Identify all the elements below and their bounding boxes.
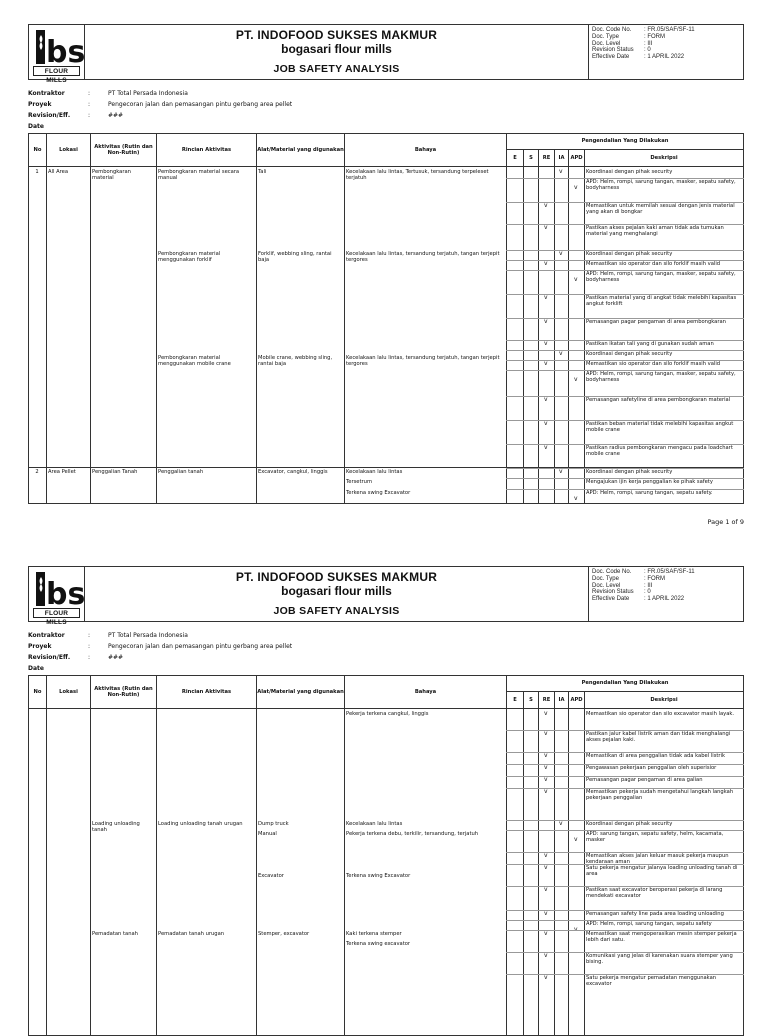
control-rule <box>506 820 744 821</box>
cell-bahaya: Kecelakaan lalu lintas, tersandung terjatuh, tangan terjepit tergores <box>346 355 500 368</box>
check-mark-re: v <box>544 952 548 959</box>
meta-label: Revision/Eff. Date <box>28 112 71 130</box>
column-header-s: S <box>523 691 539 709</box>
bs-logo-icon <box>35 571 86 612</box>
control-description: Satu pekerja mengatur jalanya loading unloading tanah di area <box>586 865 738 878</box>
column-header-e: E <box>506 691 524 709</box>
control-rule <box>506 350 744 351</box>
column-header-deskripsi: Deskripsi <box>584 691 744 709</box>
control-rule <box>506 764 744 765</box>
bs-logo-icon <box>35 29 86 70</box>
column-rule <box>568 709 569 1035</box>
document-header <box>28 566 744 626</box>
control-rule <box>506 788 744 789</box>
control-description: Komunikasi yang jelas di karenakan suara stemper yang bising. <box>586 953 733 966</box>
company-block <box>85 25 589 79</box>
meta-colon: : <box>88 632 91 639</box>
column-rule <box>90 167 91 503</box>
doc-info-value: : FR.05/SAF/SF-11 <box>644 27 695 33</box>
column-rule <box>156 167 157 503</box>
project-meta <box>28 630 292 674</box>
control-description: Pastikan radius pembongkaran mengacu pada loadchart mobile crane <box>586 445 733 458</box>
meta-value: PT Total Persada Indonesia <box>108 90 188 97</box>
control-description: APD: sarung tangan, sepatu safety, helm, kacamata, masker <box>586 831 724 844</box>
doc-info-label: Doc. Type <box>592 575 619 582</box>
control-rule <box>506 444 744 445</box>
check-mark-re: v <box>544 710 548 717</box>
column-header-rincian: Rincian Aktivitas <box>156 675 257 709</box>
check-mark-re: v <box>544 420 548 427</box>
doc-info-value: : 1 APRIL 2022 <box>644 596 685 603</box>
check-mark-re: v <box>544 294 548 301</box>
control-description: Memastikan sio operator dan silo forklif masih valid <box>586 261 721 267</box>
column-rule <box>344 709 345 1035</box>
control-description: Pastikan ikatan tali yang di gunakan sudah aman <box>586 341 714 347</box>
doc-info-label: Revision Status <box>592 47 634 54</box>
cell-bahaya: Terkena swing Excavator <box>346 873 411 879</box>
column-rule <box>554 709 555 1035</box>
cell-rincian: Pembongkaran material menggunakan mobile crane <box>158 355 231 368</box>
control-rule <box>506 776 744 777</box>
control-rule <box>506 930 744 931</box>
column-rule <box>506 167 507 503</box>
control-rule <box>506 260 744 261</box>
document-header <box>28 24 744 84</box>
doc-info-label: Doc. Type <box>592 33 619 40</box>
column-rule <box>28 709 29 1035</box>
control-description: Pemasangan pagar pengaman di area pembongkaran <box>586 319 726 325</box>
check-mark-re: v <box>544 852 548 859</box>
cell-lokasi: Area Pellet <box>48 469 76 475</box>
column-header-re: RE <box>538 691 555 709</box>
cell-bahaya: Terkena swing Excavator <box>346 490 411 496</box>
meta-colon: : <box>88 643 91 650</box>
doc-info-value: : FORM <box>644 33 665 40</box>
doc-info-label: Doc. Level <box>592 40 621 47</box>
document-title: JOB SAFETY ANALYSIS <box>273 605 400 617</box>
column-rule <box>523 167 524 503</box>
doc-info-value: : 1 APRIL 2022 <box>644 54 685 61</box>
check-mark-re: v <box>544 730 548 737</box>
meta-label: Kontraktor <box>28 632 65 639</box>
check-mark-re: v <box>544 444 548 451</box>
column-rule <box>523 709 524 1035</box>
control-description: Pastikan material yang di angkat tidak melebihi kapasitas angkut forklift <box>586 295 737 308</box>
cell-alat: Excavator, cangkul, linggis <box>258 469 328 475</box>
meta-value: ### <box>108 112 124 119</box>
control-rule <box>506 864 744 865</box>
control-description: Memastikan saat mengoperasikan mesin stemper pekerja lebih dari satu. <box>586 931 737 944</box>
control-description: Koordinasi dengan pihak security <box>586 821 673 827</box>
cell-alat: Manual <box>258 831 277 837</box>
check-mark-re: v <box>544 886 548 893</box>
control-rule <box>506 370 744 371</box>
control-description: APD: Helm, rompi, sarung tangan, masker, sepatu safety, bodyharness <box>586 271 736 284</box>
control-description: APD: Helm, rompi, sarung tangan, sepatu safety <box>586 921 712 927</box>
column-header-pengendalian: Pengendalian Yang Dilakukan <box>506 675 744 692</box>
control-description: Koordinasi dengan pihak security <box>586 251 673 257</box>
check-mark-re: v <box>544 930 548 937</box>
meta-colon: : <box>88 112 91 119</box>
check-mark-ia: v <box>559 250 563 257</box>
meta-colon: : <box>88 654 91 661</box>
column-header-rincian: Rincian Aktivitas <box>156 133 257 167</box>
control-rule <box>506 730 744 731</box>
control-description: Koordinasi dengan pihak security <box>586 469 673 475</box>
column-rule <box>46 167 47 503</box>
meta-label: Revision/Eff. Date <box>28 654 71 672</box>
check-mark-apd: v <box>574 926 578 933</box>
check-mark-re: v <box>544 910 548 917</box>
control-rule <box>506 974 744 975</box>
cell-no: 1 <box>35 169 39 175</box>
doc-info-label: Revision Status <box>592 589 634 596</box>
mill-name: bogasari flour mills <box>281 42 392 56</box>
doc-info-value: : III <box>644 582 653 589</box>
column-rule <box>256 167 257 503</box>
control-rule <box>506 752 744 753</box>
check-mark-re: v <box>544 764 548 771</box>
check-mark-apd: v <box>574 836 578 843</box>
cell-bahaya: Kaki terkena stemper <box>346 931 402 937</box>
control-rule <box>506 886 744 887</box>
doc-info-value: : FORM <box>644 575 665 582</box>
cell-bahaya: Kecelakaan lalu lintas <box>346 821 403 827</box>
control-rule <box>506 270 744 271</box>
column-header-ia: IA <box>554 149 569 167</box>
check-mark-re: v <box>544 360 548 367</box>
svg-text:bs: bs <box>46 577 86 612</box>
column-rule <box>743 709 744 1035</box>
column-header-pengendalian: Pengendalian Yang Dilakukan <box>506 133 744 150</box>
doc-info <box>592 569 742 603</box>
jsa-table <box>28 675 744 1035</box>
meta-colon: : <box>88 101 91 108</box>
column-header-lokasi: Lokasi <box>46 133 91 167</box>
cell-aktivitas: Pembongkaran material <box>92 169 131 182</box>
logo-caption: FLOUR MILLS <box>33 66 80 76</box>
column-header-apd: APD <box>568 149 585 167</box>
control-rule <box>506 202 744 203</box>
control-description: APD: Helm, rompi, sarung tangan, sepatu safety. <box>586 490 713 496</box>
control-description: APD: Helm, rompi, sarung tangan, masker, sepatu safety, bodyharness <box>586 371 736 384</box>
cell-alat: Tali <box>258 169 267 175</box>
control-description: Pemasangan safety line pada area loading unloading <box>586 911 724 917</box>
company-block <box>85 567 589 621</box>
column-header-no: No <box>28 675 47 709</box>
control-rule <box>506 920 744 921</box>
check-mark-apd: v <box>574 276 578 283</box>
doc-info-value: : III <box>644 40 653 47</box>
control-description: Mengajukan ijin kerja penggalian ke pihak safety <box>586 479 713 485</box>
check-mark-re: v <box>544 224 548 231</box>
control-description: Pastikan akses pejalan kaki aman tidak ada tumukan material yang menghalangi <box>586 225 724 238</box>
document-page-2 <box>0 564 768 1024</box>
control-description: Pemasangan pagar pengaman di area galian <box>586 777 703 783</box>
control-rule <box>506 420 744 421</box>
column-header-ia: IA <box>554 691 569 709</box>
control-rule <box>506 340 744 341</box>
meta-label: Kontraktor <box>28 90 65 97</box>
column-rule <box>344 167 345 503</box>
column-rule <box>568 167 569 503</box>
check-mark-apd: v <box>574 495 578 502</box>
control-description: Koordinasi dengan pihak security <box>586 169 673 175</box>
column-rule <box>538 167 539 503</box>
meta-label: Proyek <box>28 101 52 108</box>
check-mark-re: v <box>544 260 548 267</box>
control-rule <box>506 294 744 295</box>
check-mark-re: v <box>544 974 548 981</box>
column-header-re: RE <box>538 149 555 167</box>
control-description: Pastikan jalur kabel listrik aman dan tidak menghalangi akses pejalan kaki. <box>586 731 731 744</box>
column-rule <box>584 167 585 503</box>
doc-info-value: : 0 <box>644 47 651 54</box>
cell-rincian: Pemadatan tanah urugan <box>158 931 225 937</box>
control-description: Memastikan di area penggalian tidak ada kabel listrik <box>586 753 726 759</box>
control-rule <box>506 478 744 479</box>
meta-value: PT Total Persada Indonesia <box>108 632 188 639</box>
cell-aktivitas: Loading unloading tanah <box>92 821 140 834</box>
doc-info-label: Doc. Code No. <box>592 27 632 33</box>
column-header-e: E <box>506 149 524 167</box>
check-mark-re: v <box>544 752 548 759</box>
check-mark-ia: v <box>559 820 563 827</box>
control-description: Pastikan saat excavator beroperasi pekerja di larang mendekati excavator <box>586 887 723 900</box>
cell-bahaya: Kecelakaan lalu lintas <box>346 469 403 475</box>
check-mark-re: v <box>544 318 548 325</box>
column-rule <box>256 709 257 1035</box>
document-title: JOB SAFETY ANALYSIS <box>273 63 400 75</box>
meta-colon: : <box>88 90 91 97</box>
control-description: Satu pekerja mengatur pemadatan menggunakan excavator <box>586 975 717 988</box>
check-mark-apd: v <box>574 376 578 383</box>
column-rule <box>90 709 91 1035</box>
project-meta <box>28 88 292 132</box>
control-rule <box>506 952 744 953</box>
cell-aktivitas: Pemadatan tanah <box>92 931 138 937</box>
control-description: Memastikan akses jalan keluar masuk pekerja maupun kendaraan aman <box>586 853 729 866</box>
column-rule <box>743 167 744 503</box>
column-header-alat: Alat/Material yang digunakan <box>256 675 345 709</box>
doc-info-value: : FR.05/SAF/SF-11 <box>644 569 695 575</box>
cell-no: 2 <box>35 469 39 475</box>
column-header-lokasi: Lokasi <box>46 675 91 709</box>
doc-info-value: : 0 <box>644 589 651 596</box>
column-header-s: S <box>523 149 539 167</box>
doc-info <box>592 27 742 61</box>
cell-rincian: Pembongkaran material secara manual <box>158 169 240 182</box>
column-header-bahaya: Bahaya <box>344 675 507 709</box>
table-border-bottom <box>28 503 744 504</box>
cell-bahaya: Terkena swing excavator <box>346 941 411 947</box>
column-header-no: No <box>28 133 47 167</box>
cell-alat: Forklif, webbing sling, rantai baja <box>258 251 332 264</box>
column-rule <box>28 167 29 503</box>
control-description: Pemasangan safetyline di area pembongkaran material <box>586 397 731 403</box>
column-header-bahaya: Bahaya <box>344 133 507 167</box>
company-name: PT. INDOFOOD SUKSES MAKMUR <box>235 28 438 42</box>
doc-info-label: Doc. Level <box>592 582 621 589</box>
control-rule <box>506 489 744 490</box>
column-rule <box>538 709 539 1035</box>
check-mark-re: v <box>544 788 548 795</box>
control-description: APD: Helm, rompi, sarung tangan, masker, sepatu safety, bodyharness <box>586 179 736 192</box>
column-rule <box>554 167 555 503</box>
meta-label: Proyek <box>28 643 52 650</box>
column-header-aktivitas: Aktivitas (Rutin dan Non-Rutin) <box>90 675 157 709</box>
control-rule <box>506 910 744 911</box>
cell-bahaya: Pekerja terkena debu, terkilir, tersandung, terjatuh <box>346 831 479 837</box>
control-description: Memastikan sio operator dan silo excavator masih layak. <box>586 711 735 717</box>
doc-info-label: Effective Date <box>592 596 630 603</box>
meta-value: ### <box>108 654 124 661</box>
row-rule <box>28 467 744 468</box>
column-rule <box>46 709 47 1035</box>
column-rule <box>584 709 585 1035</box>
control-description: Pengawasan pekerjaan penggalian oleh superisior <box>586 765 717 771</box>
column-header-apd: APD <box>568 691 585 709</box>
cell-rincian: Pembongkaran material menggunakan forklif <box>158 251 221 264</box>
doc-info-label: Effective Date <box>592 54 630 61</box>
meta-value: Pengecoran jalan dan pemasangan pintu gerbang area pellet <box>108 643 293 650</box>
control-rule <box>506 396 744 397</box>
control-rule <box>506 830 744 831</box>
bogasari-logo <box>29 567 86 626</box>
control-description: Memastikan sio operator dan silo forklif masih valid <box>586 361 721 367</box>
cell-bahaya: Pekerja terkena cangkul, linggis <box>346 711 429 717</box>
page-number: Page 1 of 9 <box>707 518 744 526</box>
cell-rincian: Loading unloading tanah urugan <box>158 821 243 827</box>
cell-rincian: Penggalian tanah <box>158 469 204 475</box>
company-name: PT. INDOFOOD SUKSES MAKMUR <box>235 570 438 584</box>
check-mark-re: v <box>544 340 548 347</box>
control-rule <box>506 360 744 361</box>
column-rule <box>506 709 507 1035</box>
control-rule <box>506 852 744 853</box>
control-description: Memastikan untuk memilah sesuai dengan jenis material yang akan di bongkar <box>586 203 735 216</box>
mill-name: bogasari flour mills <box>281 584 392 598</box>
check-mark-ia: v <box>559 350 563 357</box>
cell-aktivitas: Penggalian Tanah <box>92 469 138 475</box>
cell-alat: Dump truck <box>258 821 289 827</box>
meta-value: Pengecoran jalan dan pemasangan pintu gerbang area pellet <box>108 101 293 108</box>
check-mark-apd: v <box>574 184 578 191</box>
control-rule <box>506 468 744 469</box>
cell-bahaya: Tersetrum <box>346 479 373 485</box>
cell-alat: Mobile crane, webbing sling, rantai baja <box>258 355 333 368</box>
control-description: Koordinasi dengan pihak security <box>586 351 673 357</box>
jsa-table <box>28 133 744 503</box>
control-rule <box>506 224 744 225</box>
control-rule <box>506 250 744 251</box>
doc-info-label: Doc. Code No. <box>592 569 632 575</box>
column-header-deskripsi: Deskripsi <box>584 149 744 167</box>
cell-bahaya: Kecelakaan lalu lintas, Tertusuk, tersandung terpeleset terjatuh <box>346 169 489 182</box>
column-header-alat: Alat/Material yang digunakan <box>256 133 345 167</box>
logo-caption: FLOUR MILLS <box>33 608 80 618</box>
column-rule <box>156 709 157 1035</box>
check-mark-ia: v <box>559 468 563 475</box>
column-header-aktivitas: Aktivitas (Rutin dan Non-Rutin) <box>90 133 157 167</box>
check-mark-re: v <box>544 396 548 403</box>
bogasari-logo <box>29 25 86 84</box>
svg-text:bs: bs <box>46 35 86 70</box>
control-rule <box>506 318 744 319</box>
control-rule <box>506 178 744 179</box>
check-mark-re: v <box>544 202 548 209</box>
control-description: Pastikan beban material tidak melebihi kapasitas angkut mobile crane <box>586 421 734 434</box>
cell-alat: Stemper, excavator <box>258 931 310 937</box>
check-mark-re: v <box>544 864 548 871</box>
cell-bahaya: Kecelakaan lalu lintas, tersandung terjatuh, tangan terjepit tergores <box>346 251 500 264</box>
cell-lokasi: All Area <box>48 169 69 175</box>
control-description: Memastikan pekerja sudah mengetahui langkah langkah pekerjaan penggalian <box>586 789 734 802</box>
check-mark-ia: v <box>559 168 563 175</box>
check-mark-re: v <box>544 776 548 783</box>
cell-alat: Excavator <box>258 873 284 879</box>
